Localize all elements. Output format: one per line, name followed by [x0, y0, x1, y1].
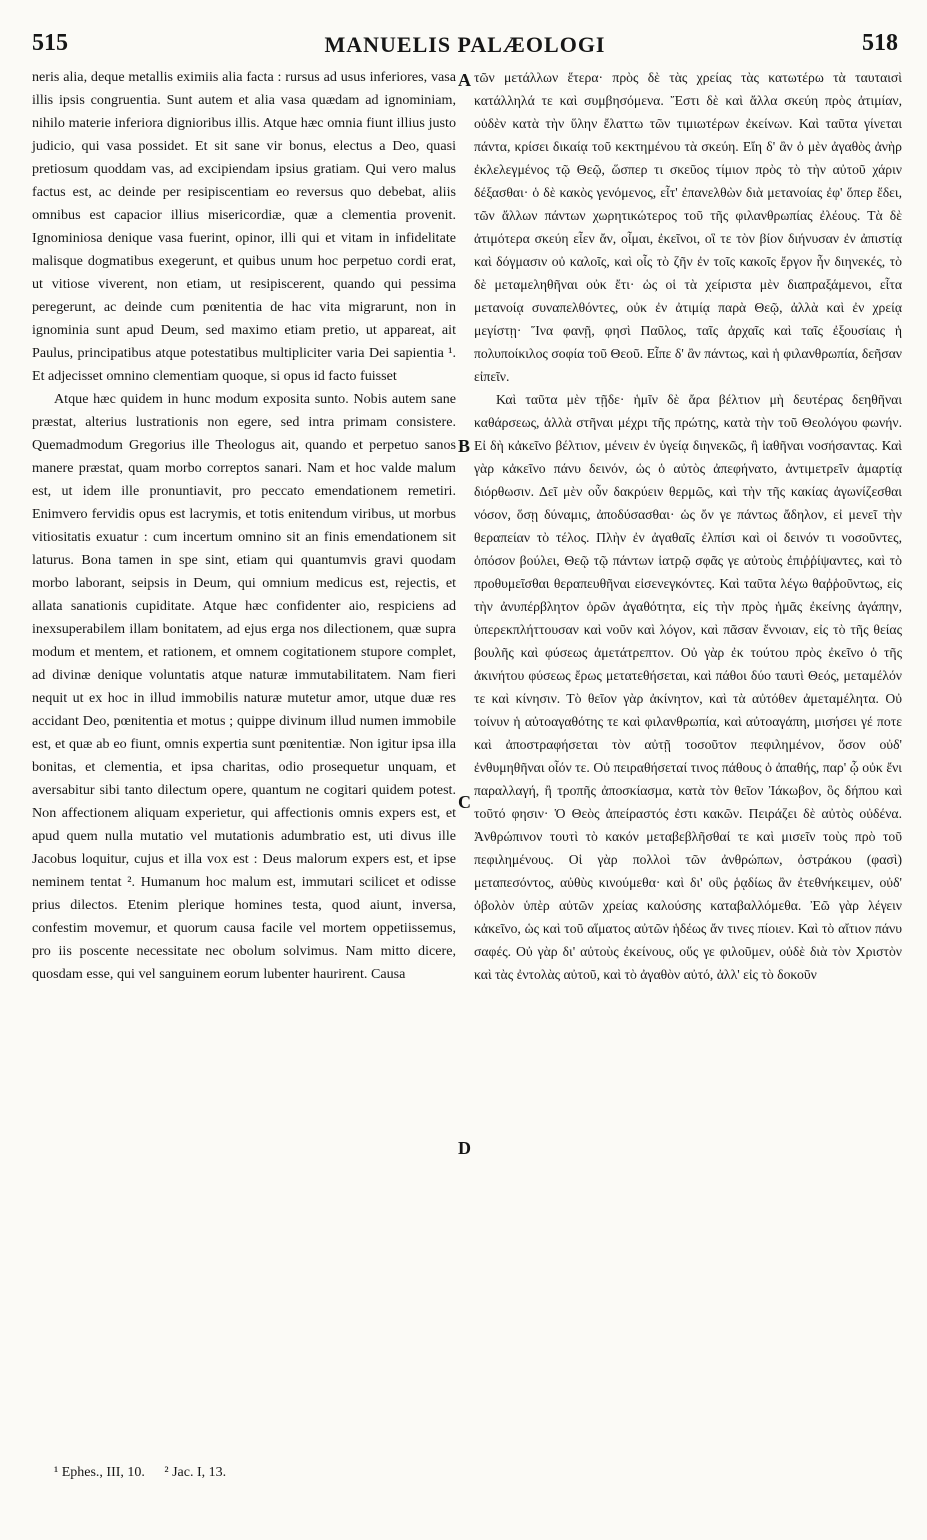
latin-paragraph-1: neris alia, deque metallis eximiis alia facta : rursus ad usus inferiores, vasa illis ipsis congruentia. Sunt autem et alia vasa quædam ad ignominiam, nihilo materie inferiora dignioribus illis. Atque hæc omnia fiunt illius justo judicio, qui vasa possidet. Et sit sane vir bonus, electus a Deo, quasi pretiosum quoddam vas, ad excipiendam ipsius gratiam. Qui vero malus factus est, ac deinde per resipiscentiam eo reversus quo debebat, aliis omnibus est capacior illius misericordiæ, quæ a clementia provenit. Ignominiosa denique vasa fuerint, opinor, illi qui et vitam in infidelitate malisque dogmatibus exegerunt, et quibus unum hoc perpetuo cordi erat, ut vitiose viverent, non etiam, ut resipiscerent, quando qui pessima peregerunt, ac deinde cum pœnitentia de hac vita migrarunt, non in ignominia sunt apud Deum, sed maximo etiam pretio, ut appareat, ait Paulus, principatibus atque potestatibus multipliciter varia Dei sapientia ¹. Et adjecisset omnino clementiam quoque, si opus id facto fuisset — [32, 69, 456, 384]
latin-column — [32, 66, 456, 986]
greek-paragraph-1: τῶν μετάλλων ἕτερα· πρὸς δὲ τὰς χρείας τὰς κατωτέρω τὰ ταυταισὶ κατάλληλά τε καὶ συμβησόμενα. Ἔστι δὲ καὶ ἄλλα σκεύη πρὸς ἀτιμίαν, οὐδὲν κατὰ τὴν ὕλην ἔλαττω τῶν τιμιωτέρων ἐκείνων. Καὶ ταῦτα γίνεται πάντα, κρίσει δικαίᾳ τοῦ κεκτημένου τὰ σκεύη. Εἴη δ' ἂν ὁ μὲν ἀγαθὸς ἀνὴρ ἐκλελεγμένος τῷ Θεῷ, ὥσπερ τι σκεῦος τίμιον πρὸς τὸ τὴν αὐτοῦ χάριν δέξασθαι· ὁ δὲ κακὸς γενόμενος, εἶτ' ἐπανελθὼν διὰ μετανοίας ἐφ' ὅπερ ἔδει, τῶν ἄλλων πάντων χωρητικώτερος τοῦ τῆς φιλανθρωπίας ἐλέους. Τὰ δὲ ἀτιμότερα σκεύη εἶεν ἄν, οἶμαι, ἐκεῖνοι, οἳ τε τὸν βίον διήνυσαν ἐν ἀπιστίᾳ καὶ δόγμασιν οὐ καλοῖς, καὶ οἷς τὸ ζῆν ἐν τοῖς κακοῖς ἔργον ἦν διηνεκές, τὸ δὲ μεταμεληθῆναι οὐκ ἔτι· ὡς οἱ τὰ χείριστα μὲν διαπραξάμενοι, εἶτα μετανοίᾳ συναπελθόντες, οὐκ ἐν ἀτιμίᾳ παρὰ Θεῷ, ἀλλὰ καὶ ἐν χρείᾳ μεγίστῃ· Ἵνα φανῇ, φησὶ Παῦλος, ταῖς ἀρχαῖς καὶ ταῖς ἐξουσίαις ἡ πολυποίκιλος σοφία τοῦ Θεοῦ. Εἶπε δ' ἂν πάντως, καὶ ἡ φιλανθρωπία, δεῆσαν εἰπεῖν. — [474, 70, 902, 384]
section-marker-a: A — [458, 70, 471, 90]
running-title: MANUELIS PALÆOLOGI — [324, 32, 606, 57]
footnote-2: ² Jac. I, 13. — [164, 1465, 227, 1480]
section-marker-b: B — [458, 436, 471, 456]
page-number-left: 515 — [32, 30, 68, 56]
running-header — [32, 30, 898, 64]
greek-paragraph-2: Καὶ ταῦτα μὲν τῇδε· ἡμῖν δὲ ἄρα βέλτιον μὴ δευτέρας δεηθῆναι καθάρσεως, ἀλλὰ στῆναι μέχρι τῆς πρώτης, κατὰ τὴν τοῦ Θεολόγου φωνήν. Εἰ δὴ κἀκεῖνο βέλτιον, μένειν ἐν ὑγείᾳ διηνεκῶς, ἢ ἰαθῆναι νοσήσαντας. Καὶ γὰρ κἀκεῖνο πάνυ δεινόν, ὡς ὁ αὐτὸς ἀπεφήνατο, ἀντιμετρεῖν ἁμαρτίᾳ διόρθωσιν. Δεῖ μὲν οὖν δακρύειν θερμῶς, καὶ τὴν τῆς κακίας ἀγωνίζεσθαι νόσον, ὅσῃ δύναμις, ἀποδύσασθαι· ὡς ὄν γε πάντως ἄδηλον, εἰ μενεῖ τὴν θεραπείαν τὸ τέλος. Πλὴν ἐν ἀγαθαῖς ἐλπίσι καὶ οἱ δεινόν τι νοσοῦντες, ὁπόσον βούλει, Θεῷ τῷ πάντων ἰατρῷ σφᾶς γε αὐτοὺς ἐπιῤῥίψαντες, καὶ τὸ προθυμεῖσθαι θεραπευθῆναι εἰσενεγκόντες. Καὶ ταῦτα λέγω θαῤῥοῦντως, εἰς τὴν ἀνυπέρβλητον ὁρῶν ἀγαθότητα, εἰς τὴν πρὸς ἡμᾶς ἐκείνης ἀγάπην, ὑπερεκπλήττουσαν καὶ νοῦν καὶ λόγον, καὶ πᾶσαν ἔννοιαν, εἰς τὸ τῆς θείας βουλῆς καὶ φύσεως ἀμετάτρεπτον. Οὐ γὰρ ἐκ τούτου πρὸς ἐκεῖνο ὁ τῆς ἀκινήτου φύσεως ἔρως μετατεθήσεται, καὶ πάθοι δύο ταυτὶ Θεός, μεταμέλόν τε καὶ κίνησιν. Τὸ θεῖον γὰρ ἀκίνητον, καὶ τὰ αὐτόθεν ἀμεταμέλητα. Οὐ τοίνυν ἡ αὐτοαγαθότης τε καὶ φιλανθρωπία, καὶ αὐτοαγάπη, μισήσει γέ ποτε καὶ ἀποστραφήσεται τὸν αὐτῇ τοσοῦτον πεφιλημένον, ὅσον οὐδ' ἐνθυμηθῆναι οἷόν τε. Οὐ πειραθήσεταί τινος πάθους ὁ ἀπαθής, παρ' ᾧ οὐκ ἔνι παραλλαγή, ἢ τροπῆς ἀποσκίασμα, κατὰ τὸν θεῖον Ἰάκωβον, ὃς δήπου καὶ τοῦτό φησιν· Ὁ Θεὸς ἀπείραστός ἐστι κακῶν. Πειράζει δὲ αὐτὸς οὐδένα. Ἀνθρώπινον τουτὶ τὸ κακόν μεταβεβλῆσθαί τε καὶ μισεῖν τοὺς πρὸ τοῦ πεφιλημένους. Οἱ γὰρ πολλοὶ τῶν ἀνθρώπων, ὀστράκου (φασὶ) μεταπεσόντος, αὐθὺς κινούμεθα· καὶ δι' οὓς ῥᾳδίως ἂν ἐτεθνήκειμεν, οὐδ' ὀβολὸν ὑπὲρ αὐτῶν χρείας καλούσης καταβαλλόμεθα. Ἐῶ γὰρ λέγειν κἀκεῖνο, ὡς καὶ τοῦ αἵματος αὐτῶν ἡδέως ἄν τινες πίοιεν. Καὶ τὸ αἴτιον πάνυ σαφές. Οὐ γὰρ δι' αὐτοὺς ἐκείνους, οὕς γε φιλοῦμεν, οὐδὲ διὰ τὸν Χριστὸν καὶ τὰς ἐντολὰς αὐτοῦ, καὶ τὸ ἀγαθὸν αὐτό, ἀλλ' εἰς τὸ δοκοῦν — [474, 392, 902, 982]
latin-paragraph-2: Atque hæc quidem in hunc modum exposita sunto. Nobis autem sane præstat, alterius lustrationis non egere, sed intra primam consistere. Quemadmodum Gregorius ille Theologus ait, quando et perpetuo sanos manere præstat, quam morbo correptos sanari. Nam et hoc valde malum est, ut idem ille pronuntiavit, pro peccato emendationem remetiri. Enimvero fervidis opus est lacrymis, et totis enitendum viribus, ut morbus vitiositatis exuatur : cum incertum omnino sit an finis emendationem sit laturus. Bona tamen in spe sint, etiam qui quantumvis gravi quodam morbo laborant, seipsis in Deum, qui omnium medicus est, rejectis, et allata sanationis cupiditate. Atque hæc confidenter aio, respiciens ad inexsuperabilem illam bonitatem, ad ejus erga nos dilectionem, quæ supra modum et mentem, et rationem, et omnem cogitationem stupore complet, ad divinæ denique voluntatis atque naturæ immutabilitatem. Nam fieri nequit ut ex hoc in illud immobilis naturæ mutetur amor, utque duæ res accidant Deo, pœnitentia et motus ; quippe divinum illud numen immobile est, et quæ ab eo fiunt, omnis expertia sunt pœnitentiæ. Non igitur ipsa illa bonitas, et clementia, et ipsa charitas, odio prosequetur unquam, et aversabitur sibi tanto dilectum opere, quantum ne cogitari quidem potest. Non affectionem aliquam experietur, qui affectionis omnis expers est, et apud quem nulla mutatio vel mutationis adumbratio est, uti divus ille Jacobus loquitur, cujus et illa vox est : Deus malorum expers est, et ipse neminem tentat ². Humanum hoc malum est, immutari scilicet et odisse prius dilectos. Etenim plerique homines testa, quod aiunt, inversa, confestim movemur, et quorum causa facile vel mortem oppetiissemus, pro iis poscente necessitate nec obolum solvimus. Nam mitto dicere, quosdam esse, qui vel sanguinem eorum lubenter haurirent. Causa — [32, 391, 456, 982]
section-marker-c: C — [458, 792, 471, 812]
section-marker-d: D — [458, 1138, 471, 1158]
footnote-1: ¹ Ephes., III, 10. — [54, 1465, 145, 1480]
page-number-right: 518 — [862, 30, 898, 56]
greek-column — [474, 66, 902, 986]
footnotes — [54, 1465, 226, 1481]
